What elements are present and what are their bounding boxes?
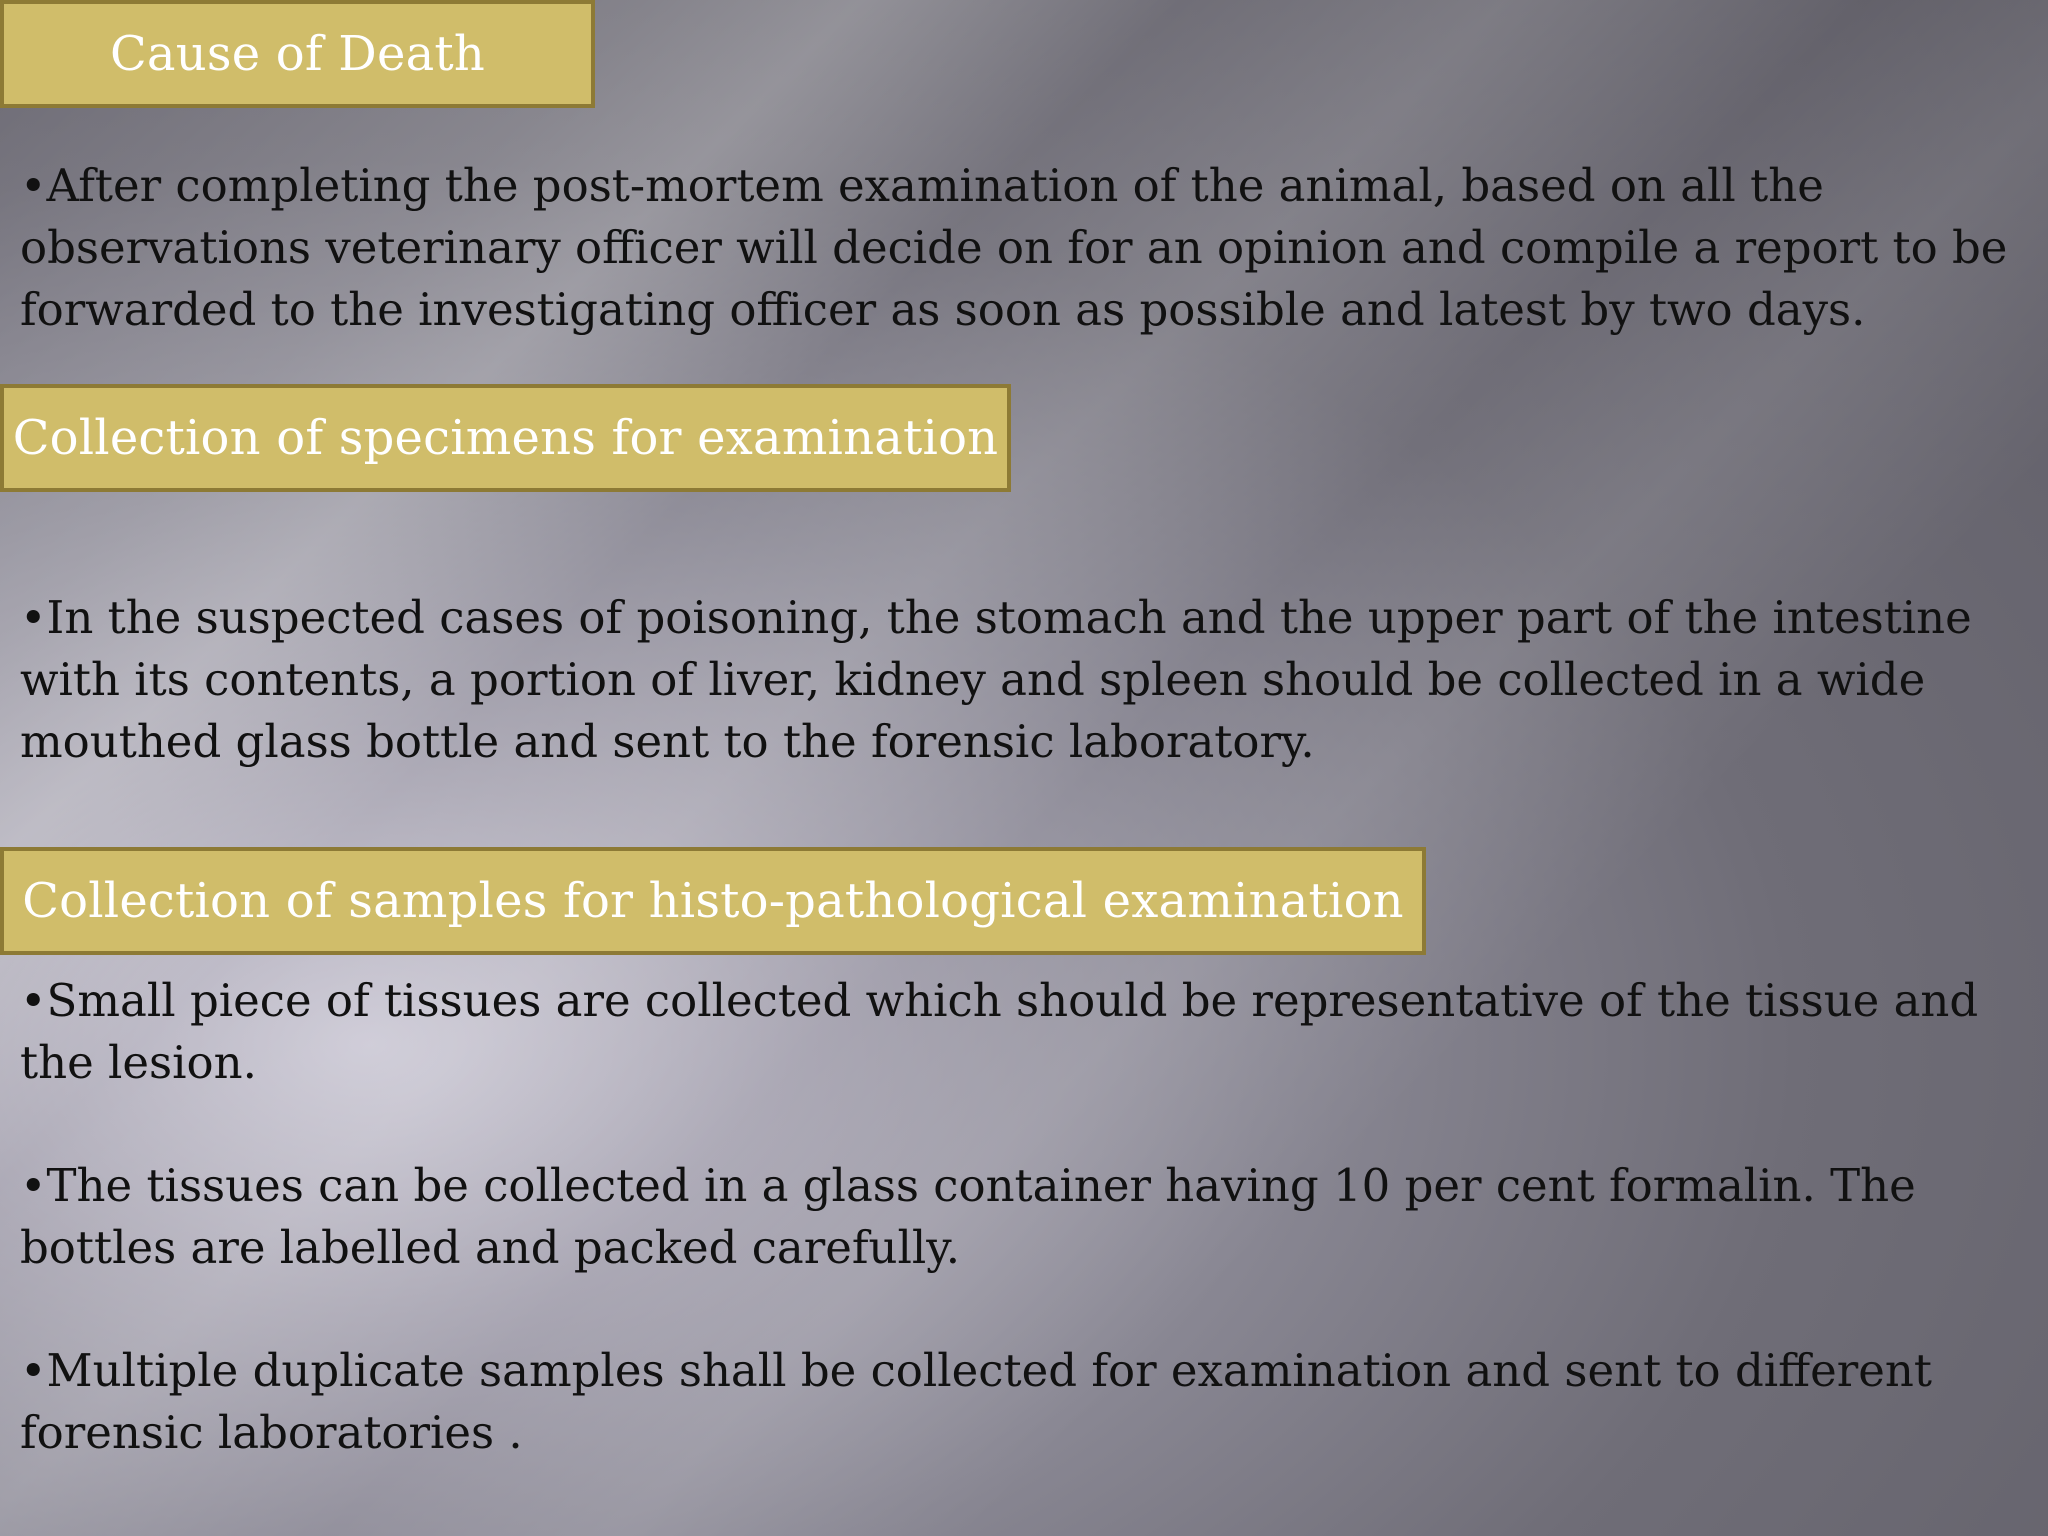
- heading-collection-of-specimens: [0, 384, 1011, 492]
- paragraph-formalin-container: •The tissues can be collected in a glass container having 10 per cent formalin. The bottles are labelled and packed carefully.: [20, 1159, 1916, 1274]
- paragraph-cause-of-death: •After completing the post-mortem examination of the animal, based on all the observations veterinary officer will decide on for an opinion and compile a report to be forwarded to the investigating officer as soon as possible and latest by two days.: [20, 159, 2008, 336]
- heading-text: Cause of Death: [110, 26, 485, 82]
- heading-text: Collection of samples for histo-pathological examination: [22, 873, 1404, 929]
- heading-cause-of-death: [0, 0, 595, 108]
- paragraph-poisoning-specimens: •In the suspected cases of poisoning, the stomach and the upper part of the intestine with its contents, a portion of liver, kidney and spleen should be collected in a wide mouthed glass bottle and sent to the forensic laboratory.: [20, 591, 1972, 768]
- heading-text: Collection of specimens for examination: [12, 410, 999, 466]
- heading-histo-pathological-samples: [0, 847, 1426, 955]
- paragraph-duplicate-samples: •Multiple duplicate samples shall be collected for examination and sent to different forensic laboratories .: [20, 1344, 1932, 1459]
- paragraph-small-pieces: •Small piece of tissues are collected which should be representative of the tissue and the lesion.: [20, 974, 1979, 1089]
